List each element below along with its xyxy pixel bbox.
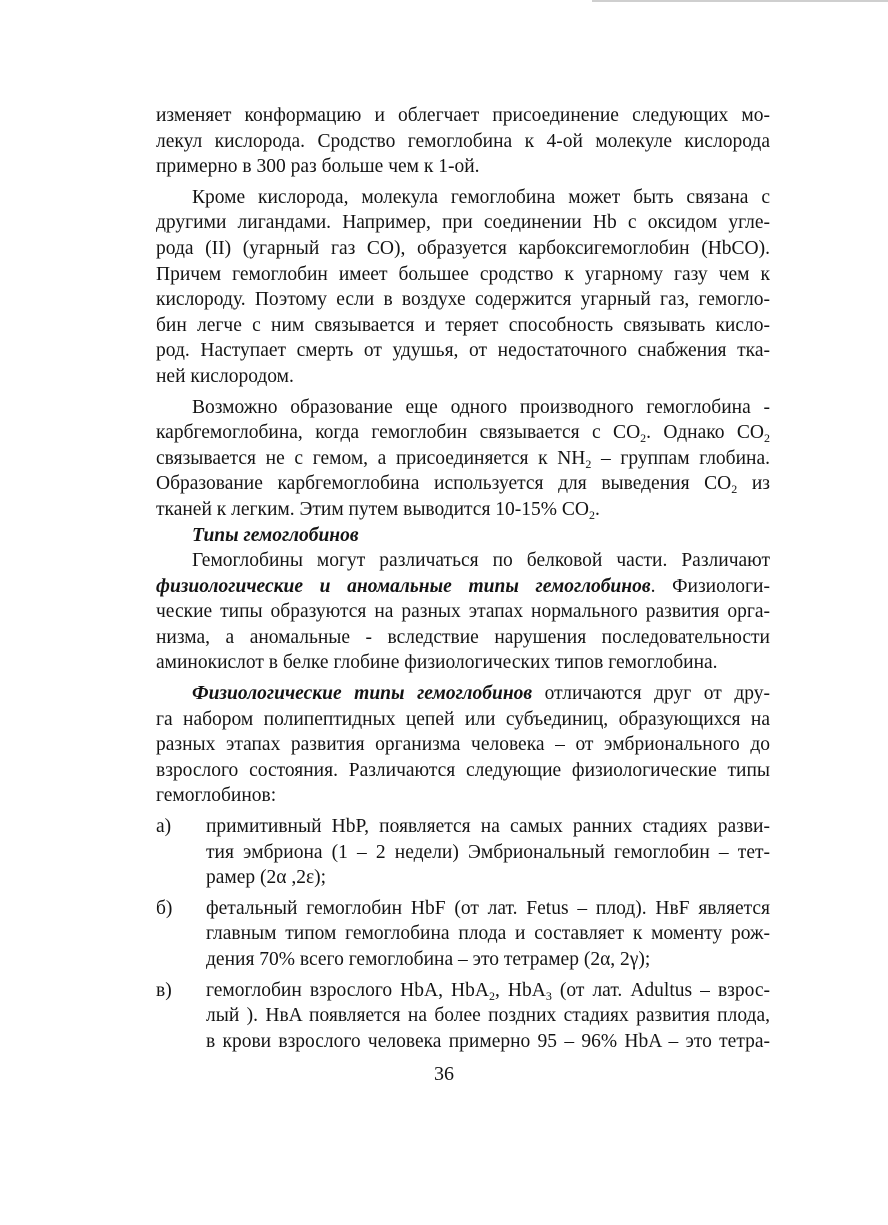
list-marker: в) (156, 979, 172, 1001)
list-item-line: главным типом гемоглобина плода и составляет к моменту рож- (206, 923, 770, 945)
list-item-line: дения 70% всего гемоглобина – это тетрамер (2α, 2γ); (206, 949, 651, 970)
subscript: 2 (763, 431, 770, 446)
text-line: лекул кислорода. Сродство гемоглобина к 4-ой молекуле кислорода (156, 130, 770, 152)
subscript: 2 (589, 507, 595, 522)
text-line: низма, а аномальные - вследствие нарушения последовательности (156, 626, 770, 648)
text-line: аминокислот в белке глобине физиологических типов гемоглобина. (156, 652, 718, 674)
text-line: тканей к легким. Этим путем выводится 10-15% $CO_2$. (156, 498, 600, 522)
text-line: примерно в 300 раз больше чем к 1-ой. (156, 156, 480, 178)
list-item-line: лый ). HвA появляется на более поздних стадиях развития плода, (206, 1005, 770, 1027)
text-line: ней кислородом. (156, 365, 294, 387)
text-line: род. Наступает смерть от удушья, от недостаточного снабжения тка- (156, 340, 770, 362)
body-text (156, 103, 770, 1054)
text-line: Гемоглобины могут различаться по белковой части. Различают (192, 550, 770, 572)
text-line: физиологические и аномальные типы гемоглобинов. Физиологи- (156, 575, 770, 597)
section-heading: Типы гемоглобинов (192, 524, 359, 546)
list-item: б) фетальный гемоглобин HbF (от лат. Fetus – плод). HвF является (156, 896, 770, 922)
text-line: Возможно образование еще одного производного гемоглобина - (192, 396, 770, 418)
text-line: рода (II) (угарный газ CO), образуется карбоксигемоглобин (HbCO). (156, 237, 770, 259)
text-line: изменяет конформацию и облегчает присоединение следующих мо- (156, 105, 770, 126)
scan-edge-rule (592, 0, 888, 2)
list-marker: б) (156, 897, 173, 919)
list-item: в) гемоглобин взрослого HbA, HbA$_2$, HbA$_3$ (от лат. Adultus – взрос- (156, 979, 770, 1003)
text-line: взрослого состояния. Различаются следующие физиологические типы (156, 759, 770, 781)
emphasis-text: Физиологические типы гемоглобинов (192, 683, 533, 705)
subscript: 2 (640, 431, 647, 446)
subscript: 2 (488, 988, 495, 1003)
text-line: Причем гемоглобин имеет большее сродство к угарному газу чем к (156, 263, 770, 285)
text-line: Кроме кислорода, молекула гемоглобина может быть связана с (192, 186, 770, 208)
text-line: карбгемоглобина, когда гемоглобин связывается с $CO_2$. Однако $CO_2$ (156, 422, 770, 446)
text-line: связывается не с гемом, а присоединяется к $NH_2$ – группам глобина. (156, 447, 770, 471)
text-line: ческие типы образуются на разных этапах нормального развития орга- (156, 601, 770, 623)
subscript: 2 (585, 456, 592, 471)
emphasis-text: физиологические и аномальные типы гемоглобинов (156, 575, 651, 597)
text-line: гемоглобинов: (156, 785, 277, 807)
list-item-line: тия эмбриона (1 – 2 недели) Эмбриональный гемоглобин – тет- (206, 841, 770, 863)
list-marker: а) (156, 816, 172, 838)
text-line: разных этапах развития организма человека – от эмбрионального до (156, 734, 770, 756)
text-line: Физиологические типы гемоглобинов отличаются друг от дру- (192, 683, 771, 705)
list-item-line: в крови взрослого человека примерно 95 – 96% HbA – это тетра- (206, 1030, 770, 1052)
list-item-line: рамер (2α ,2ε); (206, 867, 327, 889)
subscript: 2 (731, 482, 738, 497)
text-line: кислороду. Поэтому если в воздухе содержится угарный газ, гемогло- (156, 289, 770, 311)
text-line: другими лигандами. Например, при соединении Hb с оксидом угле- (156, 212, 770, 234)
subscript: 3 (545, 988, 552, 1003)
text-line: га набором полипептидных цепей или субъединиц, образующихся на (156, 708, 770, 730)
page-number: 36 (434, 1063, 454, 1085)
text-line: Образование карбгемоглобина используется для выведения $CO_2$ из (156, 473, 770, 497)
list-item: а) примитивный HbP, появляется на самых ранних стадиях разви- (156, 814, 770, 840)
text-line: бин легче с ним связывается и теряет способность связывать кисло- (156, 314, 770, 336)
